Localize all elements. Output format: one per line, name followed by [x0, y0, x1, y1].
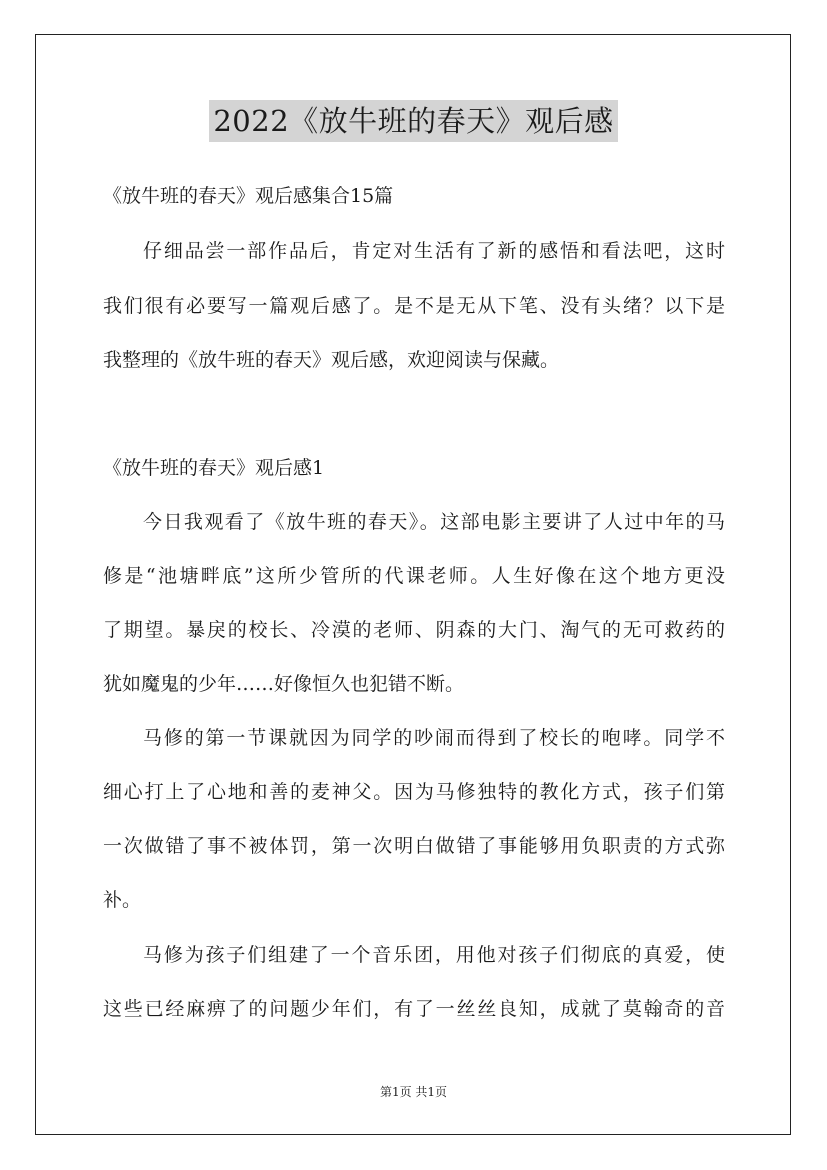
paragraph-line: 今日我观看了《放牛班的春天》。这部电影主要讲了人过中年的马 [143, 511, 725, 533]
intro-line: 我们很有必要写一篇观后感了。是不是无从下笔、没有头绪？以下是 [103, 295, 725, 317]
paragraph-line: 细心打上了心地和善的麦神父。因为马修独特的教化方式，孩子们第 [103, 781, 725, 803]
intro-line: 仔细品尝一部作品后，肯定对生活有了新的感悟和看法吧，这时 [143, 240, 725, 262]
section-heading: 《放牛班的春天》观后感1 [103, 457, 325, 479]
document-title: 2022《放牛班的春天》观后感 [209, 100, 617, 142]
document-subtitle: 《放牛班的春天》观后感集合15篇 [103, 185, 394, 207]
paragraph-line: 马修的第一节课就因为同学的吵闹而得到了校长的咆哮。同学不 [143, 727, 725, 749]
paragraph-line: 修是“池塘畔底”这所少管所的代课老师。人生好像在这个地方更没 [103, 565, 725, 587]
intro-line: 我整理的《放牛班的春天》观后感，欢迎阅读与保藏。 [103, 349, 560, 371]
paragraph-line: 犹如魔鬼的少年……好像恒久也犯错不断。 [103, 673, 465, 695]
paragraph-line: 了期望。暴戾的校长、冷漠的老师、阴森的大门、淘气的无可救药的 [103, 619, 725, 641]
page-footer: 第1页 共1页 [379, 1085, 448, 1099]
title-container [0, 100, 827, 142]
paragraph-line: 补。 [103, 889, 142, 911]
paragraph-line: 马修为孩子们组建了一个音乐团，用他对孩子们彻底的真爱，使 [143, 944, 725, 966]
paragraph-line: 这些已经麻痹了的问题少年们，有了一丝丝良知，成就了莫翰奇的音 [103, 998, 725, 1020]
paragraph-line: 一次做错了事不被体罚，第一次明白做错了事能够用负职责的方式弥 [103, 835, 725, 857]
